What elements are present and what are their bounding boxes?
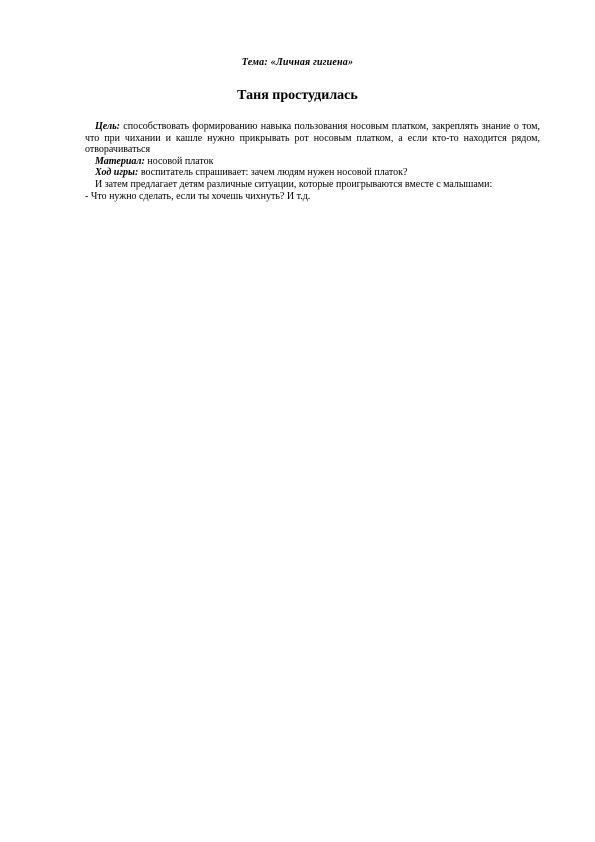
question-paragraph: - Что нужно сделать, если ты хочешь чихнуть? И т.д. — [85, 190, 311, 202]
document-title: Таня простудилась — [237, 88, 358, 103]
material-label: Материал: — [95, 155, 145, 167]
material-text: носовой платок — [147, 155, 214, 167]
game-course-label: Ход игры: — [95, 167, 139, 179]
goal-label: Цель: — [95, 121, 120, 132]
goal-text: способствовать формированию навыка пользования носовым платком, закреплять знание о том, что при чихании и кашле нужно прикрывать рот носовым платком, а если кто-то находится рядом, отворачиваться — [85, 121, 541, 156]
goal-paragraph — [85, 121, 540, 156]
material-paragraph — [85, 156, 540, 168]
game-course-paragraph — [85, 167, 540, 179]
game-course-text: воспитатель спрашивает: зачем людям нужен носовой платок? — [140, 167, 408, 179]
document-topic: Тема: «Личная гигиена» — [241, 57, 354, 68]
then-paragraph: И затем предлагает детям различные ситуации, которые проигрываются вместе с малышами: — [95, 178, 493, 190]
document-body — [85, 121, 540, 202]
